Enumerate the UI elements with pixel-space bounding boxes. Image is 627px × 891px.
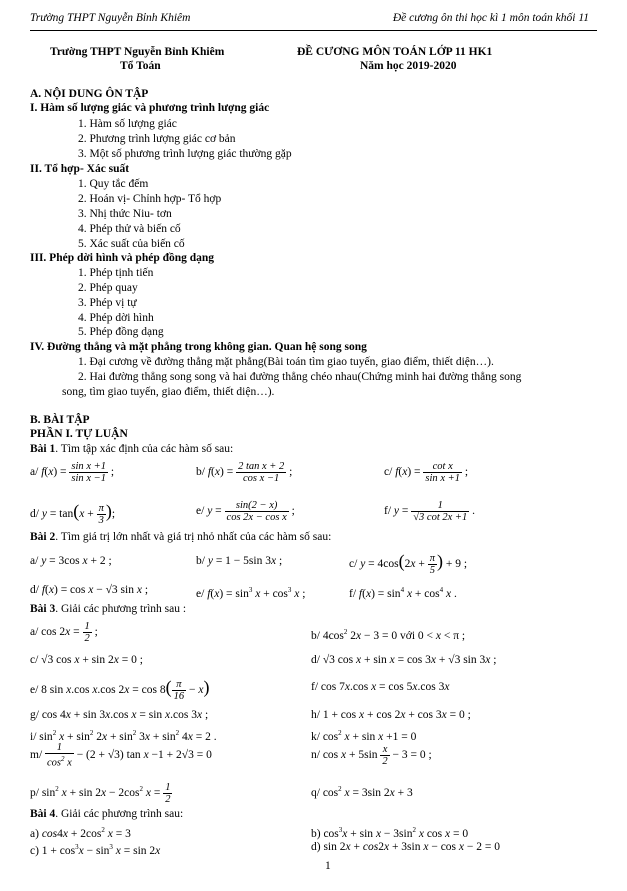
school-name: Trường THPT Nguyễn Bỉnh Khiêm bbox=[50, 46, 225, 58]
list-item: 5. Phép đồng dạng bbox=[78, 326, 164, 338]
exercise-3k: k/ $\cos^2 x + \sin x +1 = 0$ bbox=[311, 729, 417, 743]
part-4-title: IV. Đường thẳng và mặt phẳng trong không gian. Quan hệ song song bbox=[30, 341, 367, 353]
part-essay-heading: PHẦN I. TỰ LUẬN bbox=[30, 428, 128, 440]
exercise-1e: e/ y = $\frac{\sin(2 - x)}{\text{cos 2x − cos x}}$ ; bbox=[196, 499, 295, 523]
header-rule bbox=[30, 30, 597, 31]
exercise-2d: d/ f(x) = cos x − √3 sin x ; bbox=[30, 584, 149, 596]
exercise-2e: e/ $f(x) = \sin^3 x + \cos^3 x$ ; bbox=[196, 586, 306, 600]
exercise-3g: g/ cos 4x + sin 3x.cos x = sin x.cos 3x ; bbox=[30, 709, 209, 721]
school-year: Năm học 2019-2020 bbox=[360, 60, 457, 72]
running-header-right: Đề cương ôn thi học kì 1 môn toán khối 11 bbox=[392, 12, 589, 24]
exercise-3m: m/ $\frac{1}{\cos^2 x}$ − (2 + √3) tan x −1 + 2√3 = 0 bbox=[30, 742, 212, 769]
exercise-3-prompt: Bài 3. Giải các phương trình sau : bbox=[30, 603, 187, 615]
list-item: 2. Phép quay bbox=[78, 282, 138, 294]
list-item: 1. Đại cương về đường thẳng mặt phẳng(Bài toán tìm giao tuyến, giao điểm, thiết diện…). bbox=[78, 356, 494, 368]
exercise-1-prompt: Bài 1. Tìm tập xác định của các hàm số sau: bbox=[30, 443, 234, 455]
list-item: 1. Quy tắc đếm bbox=[78, 178, 149, 190]
section-b-heading: B. BÀI TẬP bbox=[30, 414, 90, 426]
exercise-4b: b) $\cos^3x + \sin x - 3\sin^2$ x cos x = 0 bbox=[311, 826, 469, 840]
exercise-3p: p/ $\sin^2 x + \sin 2x - 2\cos^2$ x = $\frac{1}{2}$ bbox=[30, 781, 171, 805]
part-2-title: II. Tổ hợp- Xác suất bbox=[30, 163, 130, 175]
list-item: 3. Một số phương trình lượng giác thường gặp bbox=[78, 148, 292, 160]
list-item: 2. Hai đường thẳng song song và hai đường thẳng chéo nhau(Chứng minh hai đường thẳng song bbox=[78, 371, 522, 383]
exercise-1d: d/ y = tan(x + $\frac{\pi}{3}$ ); bbox=[30, 501, 116, 526]
list-item: 4. Phép dời hình bbox=[78, 312, 154, 324]
list-item: 3. Nhị thức Niu- tơn bbox=[78, 208, 172, 220]
exercise-3b: b/ $4\cos^2$ 2x − 3 = 0 với 0 < x < π ; bbox=[311, 628, 466, 642]
list-item: 1. Phép tịnh tiến bbox=[78, 267, 154, 279]
exercise-4c: c) $1 + \cos^3x - \sin^3 x = \sin 2x$ bbox=[30, 843, 161, 857]
running-header-left: Trường THPT Nguyễn Bỉnh Khiêm bbox=[30, 12, 191, 24]
exercise-1b: b/ f(x) = $\frac{\text{2 tan x + 2}}{\text{cos x −1}}$ ; bbox=[196, 460, 293, 484]
exercise-2c: c/ y = 4cos(2x + $\frac{\pi}{5}$ ) + 9 ; bbox=[349, 551, 468, 576]
exercise-3c: c/ √3 cos x + sin 2x = 0 ; bbox=[30, 654, 143, 666]
list-item: 4. Phép thử và biến cố bbox=[78, 223, 181, 235]
part-3-title: III. Phép dời hình và phép đồng dạng bbox=[30, 252, 215, 264]
exercise-3n: n/ cos x + 5sin $\frac{x}{2}$ − 3 = 0 ; bbox=[311, 743, 432, 767]
exercise-3d: d/ √3 cos x + sin x = cos 3x + √3 sin 3x ; bbox=[311, 654, 497, 666]
exercise-2f: f/ $f(x) = \sin^4 x + \cos^4 x$ . bbox=[349, 586, 457, 600]
list-item: 3. Phép vị tự bbox=[78, 297, 137, 309]
list-item: 2. Hoán vị- Chỉnh hợp- Tổ hợp bbox=[78, 193, 222, 205]
exercise-4a: a) $\cos 4x + 2\cos^2$ x = 3 bbox=[30, 826, 131, 840]
list-item: 5. Xác suất của biến cố bbox=[78, 238, 185, 250]
department: Tổ Toán bbox=[120, 60, 161, 72]
page-number: 1 bbox=[325, 860, 331, 872]
section-a-heading: A. NỘI DUNG ÔN TẬP bbox=[30, 88, 149, 100]
exercise-1f: f/ y = $\frac{1}{√3 \cot 2x +1}$ . bbox=[384, 499, 475, 523]
exercise-2-prompt: Bài 2. Tìm giá trị lớn nhất và giá trị nhỏ nhất của các hàm số sau: bbox=[30, 531, 332, 543]
exercise-3a: a/ cos 2x = $\frac{1}{2}$ ; bbox=[30, 620, 98, 644]
exercise-1a: a/ f(x) = $\frac{\text{sin x +1}}{\text{sin x −1}}$ ; bbox=[30, 460, 115, 484]
exercise-4-prompt: Bài 4. Giải các phương trình sau: bbox=[30, 808, 184, 820]
exercise-3q: q/ $\cos^2 x = 3\sin$ 2x + 3 bbox=[311, 785, 413, 799]
list-item-continued: song, tìm giao tuyến, giao điểm, thiết diện…). bbox=[62, 386, 275, 398]
exercise-3h: h/ 1 + cos x + cos 2x + cos 3x = 0 ; bbox=[311, 709, 471, 721]
list-item: 1. Hàm số lượng giác bbox=[78, 118, 177, 130]
exercise-1c: c/ f(x) = $\frac{\text{cot x}}{\text{sin x +1}}$ ; bbox=[384, 460, 469, 484]
list-item: 2. Phương trình lượng giác cơ bản bbox=[78, 133, 236, 145]
part-1-title: I. Hàm số lượng giác và phương trình lượng giác bbox=[30, 102, 270, 114]
exercise-4d: d) sin 2x + cos2x + 3sin x − cos x − 2 = 0 bbox=[311, 841, 500, 853]
doc-title: ĐỀ CƯƠNG MÔN TOÁN LỚP 11 HK1 bbox=[297, 46, 493, 58]
exercise-2a: a/ y = 3cos x + 2 ; bbox=[30, 555, 112, 567]
exercise-2b: b/ y = 1 − 5sin 3x ; bbox=[196, 555, 283, 567]
exercise-3f: f/ cos 7x.cos x = cos 5x.cos 3x bbox=[311, 681, 450, 693]
exercise-3e: e/ 8 sin x.cos x.cos 2x = cos 8( $\frac{\pi}{16}$ − x) bbox=[30, 677, 210, 702]
exercise-3i: i/ $\sin^2 x + \sin^2 2x + \sin^2 3x + \sin^2 4x = 2$ . bbox=[30, 729, 217, 743]
